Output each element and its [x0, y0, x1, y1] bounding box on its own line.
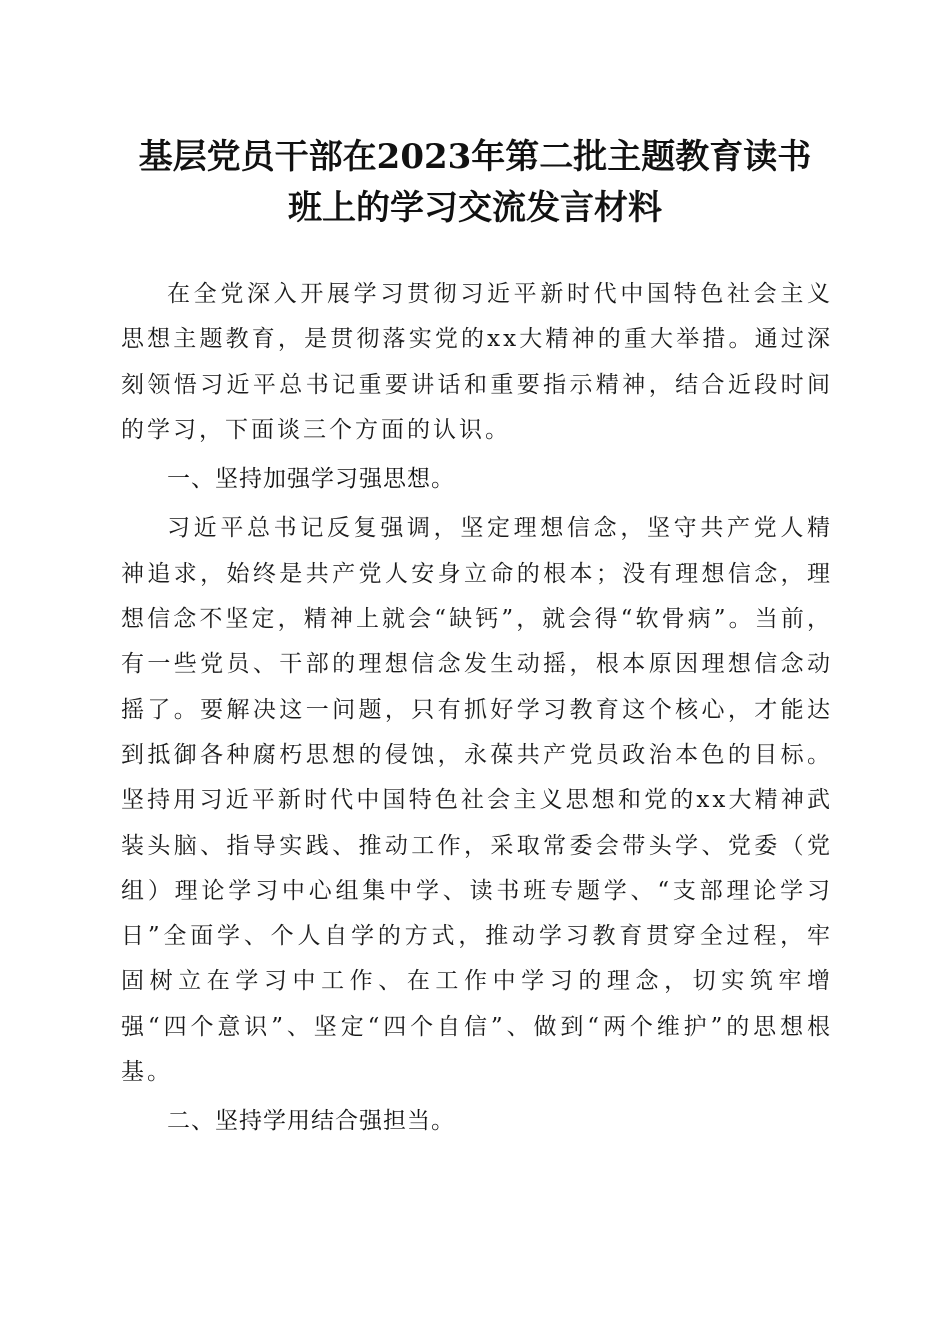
title-line-2: 班上的学习交流发言材料	[288, 188, 662, 228]
section-2-heading: 二、坚持学用结合强担当。	[167, 1108, 455, 1135]
document-title	[100, 132, 850, 234]
document-body	[121, 272, 833, 1145]
title-line-1: 基层党员干部在2023年第二批主题教育读书	[138, 137, 812, 177]
section-1-paragraph: 习近平总书记反复强调，坚定理想信念，坚守共产党人精神追求，始终是共产党人安身立命的根本；没有理想信念，理想信念不坚定，精神上就会“缺钙”，就会得“软骨病”。当前，有一些党员、干部的理想信念发生动摇，根本原因理想信念动摇了。要解决这一问题，只有抓好学习教育这个核心，才能达到抵御各种腐朽思想的侵蚀，永葆共产党员政治本色的目标。坚持用习近平新时代中国特色社会主义思想和党的xx大精神武装头脑、指导实践、推动工作，采取常委会带头学、党委（党组）理论学习中心组集中学、读书班专题学、“支部理论学习日”全面学、个人自学的方式，推动学习教育贯穿全过程，牢固树立在学习中工作、在工作中学习的理念，切实筑牢增强“四个意识”、坚定“四个自信”、做到“两个维护”的思想根基。	[121, 515, 833, 1086]
intro-paragraph: 在全党深入开展学习贯彻习近平新时代中国特色社会主义思想主题教育，是贯彻落实党的xx大精神的重大举措。通过深刻领悟习近平总书记重要讲话和重要指示精神，结合近段时间的学习，下面谈三个方面的认识。	[121, 281, 833, 443]
section-1-heading: 一、坚持加强学习强思想。	[167, 466, 455, 493]
